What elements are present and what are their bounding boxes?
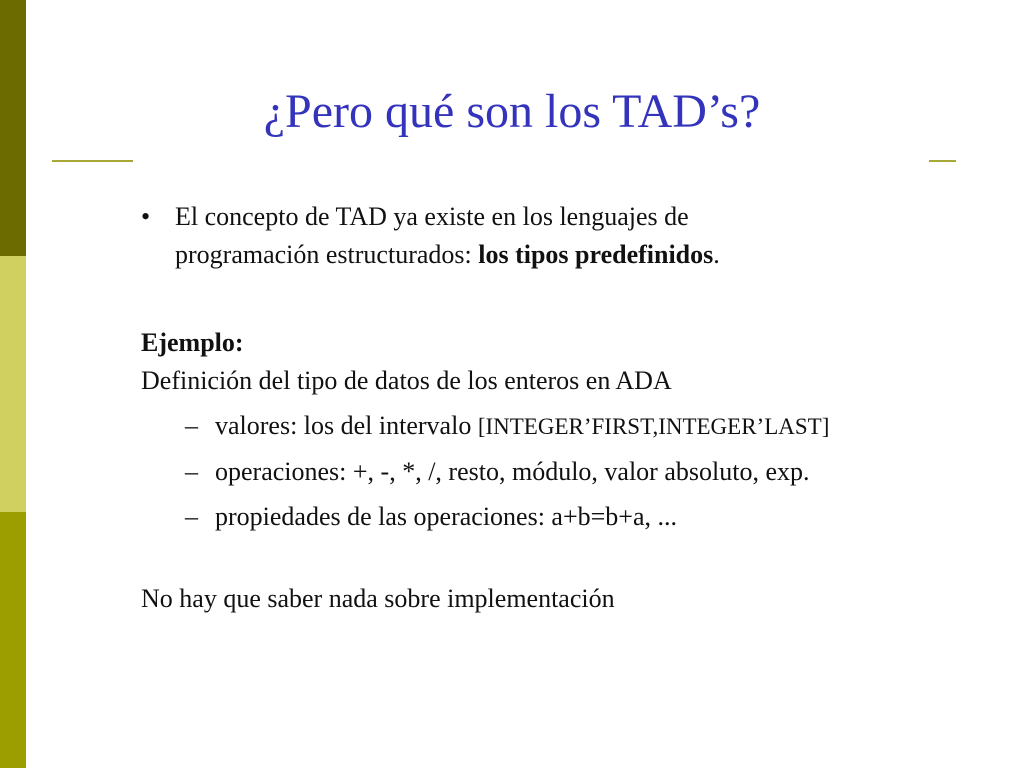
bullet-mark: • bbox=[141, 202, 151, 231]
dash-mark: – bbox=[185, 457, 198, 486]
bullet-item bbox=[141, 198, 981, 274]
list-item bbox=[141, 453, 981, 491]
list-item bbox=[141, 498, 981, 536]
example-heading: Ejemplo: bbox=[141, 328, 244, 357]
dash-mark: – bbox=[185, 502, 198, 531]
bullet-line-1: El concepto de TAD ya existe en los lenguajes de bbox=[175, 202, 689, 231]
side-bar-bottom-segment bbox=[0, 512, 26, 768]
slide-body bbox=[141, 198, 981, 618]
footer-note: No hay que saber nada sobre implementación bbox=[141, 584, 615, 613]
side-bar-middle-segment bbox=[0, 256, 26, 512]
bullet-line-2 bbox=[175, 236, 981, 274]
slide-title: ¿Pero qué son los TAD’s? bbox=[263, 85, 761, 138]
spacer bbox=[141, 274, 981, 324]
list-item-text: valores: los del intervalo bbox=[215, 411, 478, 440]
title-rule-right bbox=[929, 160, 956, 162]
spacer bbox=[141, 536, 981, 580]
bullet-line-2-prefix: programación estructurados: bbox=[175, 240, 479, 269]
list-item bbox=[141, 407, 981, 446]
list-item-text: propiedades de las operaciones: a+b=b+a, ... bbox=[215, 502, 677, 531]
title-rule-left bbox=[52, 160, 133, 162]
bullet-line-2-suffix: . bbox=[713, 240, 720, 269]
example-list bbox=[141, 407, 981, 536]
bullet-bold-phrase: los tipos predefinidos bbox=[478, 240, 714, 269]
list-item-code: [INTEGER’FIRST,INTEGER’LAST] bbox=[477, 414, 830, 439]
list-item-text: operaciones: +, -, *, /, resto, módulo, valor absoluto, exp. bbox=[215, 457, 810, 486]
dash-mark: – bbox=[185, 411, 198, 440]
example-intro: Definición del tipo de datos de los enteros en ADA bbox=[141, 366, 672, 395]
